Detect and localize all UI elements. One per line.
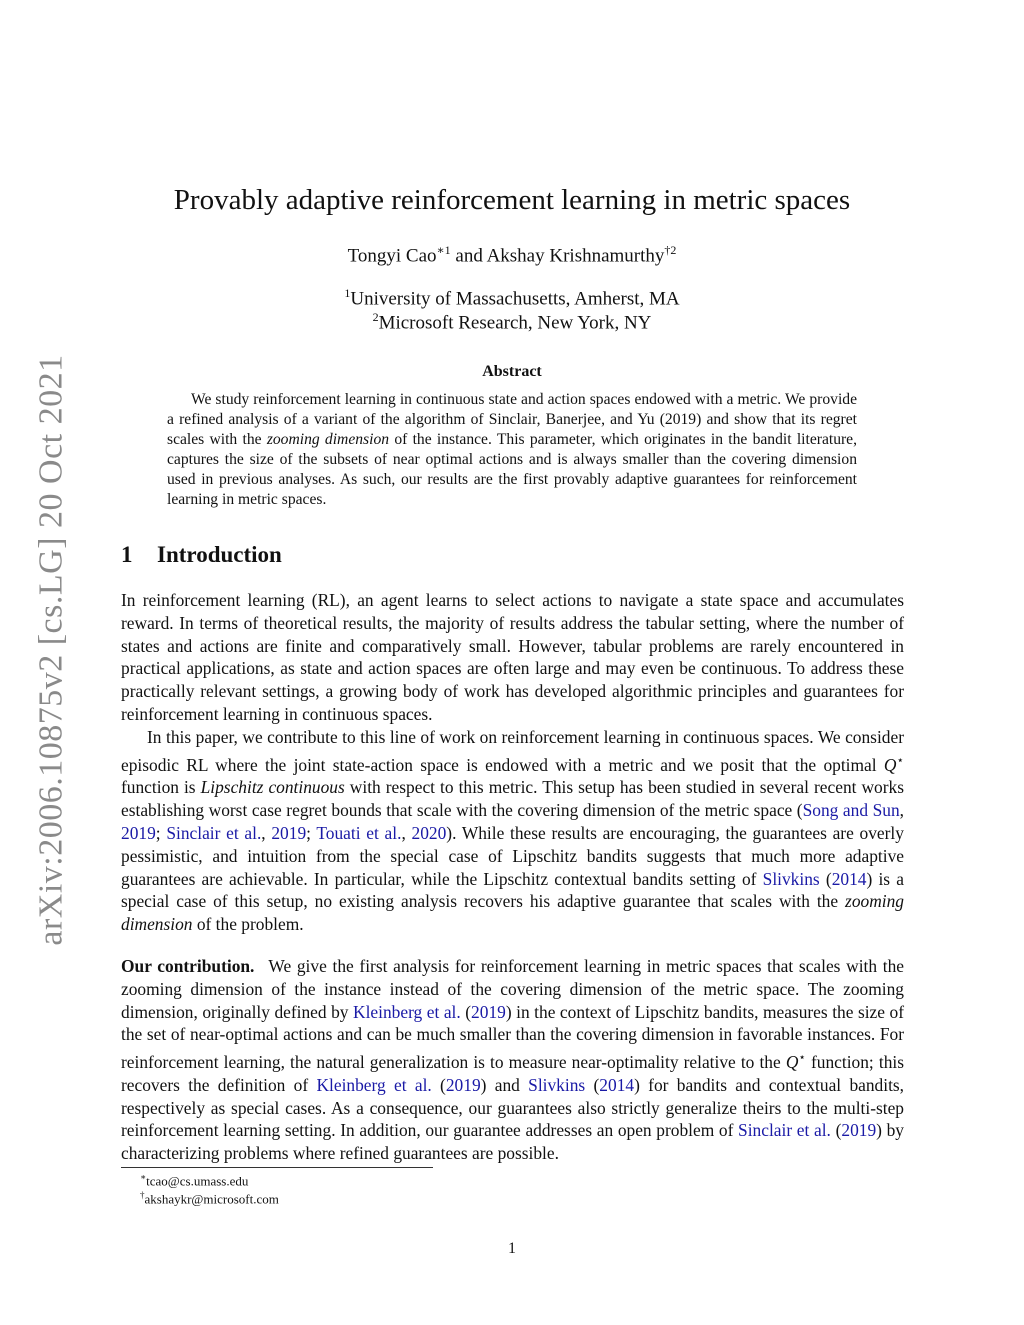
- p2-text: with respect to this metric. This setup has been studied in several recent works establishing worst case regret bounds that scale with the covering dimension of the metric space (: [121, 777, 905, 821]
- citation-year-link[interactable]: 2019: [841, 1120, 877, 1141]
- affiliation-2: [0, 310, 1024, 334]
- section-heading: [121, 542, 282, 568]
- footnote-2-mark: †: [140, 1190, 145, 1200]
- abstract-heading: Abstract: [482, 363, 542, 380]
- p2-text: (: [819, 868, 832, 889]
- p3-text: (: [431, 1074, 446, 1095]
- section-title: Introduction: [157, 542, 282, 567]
- arxiv-identifier: [22, 355, 82, 945]
- p2-text: function is: [121, 777, 201, 798]
- citation-year-link[interactable]: 2019: [471, 1001, 506, 1022]
- author-conjunction: and: [455, 245, 483, 267]
- citation-year-link[interactable]: 2020: [411, 822, 447, 843]
- p3-text: We give the first analysis for reinforcement learning in metric spaces that scales with the zooming dimension of the instance instead of the covering dimension of the metric space. The zooming dimension, originally defined by: [121, 956, 905, 1022]
- p3-text: ) in the context of Lipschitz bandits, measures the size of the set of near-optimal actions and can be much smaller than the covering dimension in favorable instances. For reinforcement learning, the natural generalization is to measure near-optimality relative to the: [121, 1001, 904, 1072]
- author-2-mark: †2: [664, 243, 677, 257]
- p3-text: function; this recovers the definition of: [121, 1051, 904, 1095]
- citation-link-song-sun[interactable]: Song and Sun: [802, 800, 900, 821]
- author-1-mark: ∗1: [436, 243, 451, 257]
- footnote-rule: [121, 1167, 433, 1168]
- p2-punct: ;: [155, 822, 167, 843]
- footnote-1-mark: ∗: [140, 1172, 147, 1182]
- section-number: 1: [121, 542, 133, 567]
- citation-link-touati[interactable]: Touati et al.: [316, 822, 402, 843]
- intro-paragraph-2: [121, 726, 904, 936]
- p2-text: of the problem.: [192, 914, 304, 935]
- affiliation-1-text: University of Massachusetts, Amherst, MA: [350, 288, 680, 310]
- p2-punct: ;: [306, 822, 317, 843]
- author-2: Akshay Krishnamurthy: [486, 245, 665, 267]
- p3-text: ) by characterizing problems where refined guarantees are possible.: [121, 1120, 904, 1164]
- citation-link-kleinberg[interactable]: Kleinberg et al.: [353, 1001, 461, 1022]
- footnote-2: [140, 1190, 279, 1207]
- p2-emphasis: zooming dimension: [121, 891, 904, 935]
- p3-text: (: [830, 1120, 842, 1141]
- citation-link-kleinberg[interactable]: Kleinberg et al.: [316, 1074, 432, 1095]
- affiliation-2-mark: 2: [372, 310, 379, 324]
- citation-year-link[interactable]: 2019: [121, 822, 156, 843]
- abstract-text-2: of the instance. This parameter, which originates in the bandit literature, captures the size of the subsets of near optimal actions and is always smaller than the covering dimension used in previous analyses. As such, our results are the first provably adaptive guarantees for reinforcement learning in metric spaces.: [167, 431, 858, 508]
- p2-punct: ,: [401, 822, 412, 843]
- citation-year-link[interactable]: 2014: [599, 1074, 635, 1095]
- p2-emphasis: Lipschitz continuous: [200, 777, 345, 798]
- abstract-body: [167, 390, 857, 510]
- affiliation-2-text: Microsoft Research, New York, NY: [378, 312, 652, 334]
- footnote-2-email: akshaykr@microsoft.com: [144, 1191, 279, 1207]
- contribution-paragraph: [121, 955, 904, 1165]
- abstract-text-1: We study reinforcement learning in continuous state and action spaces endowed with a metric. We provide a refined analysis of a variant of the algorithm of Sinclair, Banerjee, and Yu (2019) and show that its regret scales with the: [167, 391, 857, 448]
- q-star: ⋆: [896, 752, 904, 767]
- paper-title: Provably adaptive reinforcement learning in metric spaces: [173, 184, 851, 216]
- citation-link-slivkins[interactable]: Slivkins: [528, 1074, 586, 1095]
- footnote-1: [140, 1172, 248, 1189]
- q-star: ⋆: [798, 1050, 806, 1065]
- p3-text: ) and: [480, 1074, 529, 1095]
- citation-link-slivkins[interactable]: Slivkins: [762, 868, 820, 889]
- abstract-emphasis: zooming dimension: [266, 431, 390, 448]
- affiliation-1: [0, 286, 1024, 310]
- arxiv-id-text: arXiv:2006.10875v2 [cs.LG] 20 Oct 2021: [33, 354, 70, 946]
- p3-text: (: [460, 1001, 472, 1022]
- citation-link-sinclair[interactable]: Sinclair et al.: [738, 1120, 831, 1141]
- p2-text: ). While these results are encouraging, the guarantees are overly pessimistic, and intuition from the special case of Lipschitz bandits suggests that much more adaptive guarantees are achievable. In particular, while the Lipschitz contextual bandits setting of: [121, 822, 904, 889]
- p2-punct: ,: [899, 800, 905, 821]
- p3-text: (: [585, 1074, 600, 1095]
- page-number: 1: [508, 1240, 516, 1257]
- citation-link-sinclair[interactable]: Sinclair et al.: [166, 822, 262, 843]
- citation-year-link[interactable]: 2014: [831, 868, 867, 889]
- citation-year-link[interactable]: 2019: [271, 822, 307, 843]
- q-symbol: Q: [785, 1051, 799, 1072]
- p3-text: ) for bandits and contextual bandits, respectively as special cases. As a consequence, our guarantees also strictly generalize theirs to the multi-step reinforcement learning setting. In addition, our guarantee addresses an open problem of: [121, 1074, 905, 1141]
- p2-text: In this paper, we contribute to this line of work on reinforcement learning in continuous spaces. We consider episodic RL where the joint state-action space is endowed with a metric and we posit that the optimal: [121, 727, 904, 775]
- p2-text: ) is a special case of this setup, no existing analysis recovers his adaptive guarantee that scales with the: [121, 868, 904, 912]
- author-line: [0, 243, 1024, 267]
- footnote-1-email: tcao@cs.umass.edu: [146, 1173, 249, 1189]
- q-symbol: Q: [883, 754, 897, 775]
- author-1: Tongyi Cao: [347, 245, 437, 267]
- citation-year-link[interactable]: 2019: [445, 1074, 481, 1095]
- contribution-heading: Our contribution.: [121, 956, 255, 976]
- affiliation-1-mark: 1: [344, 286, 351, 300]
- intro-paragraph-1: In reinforcement learning (RL), an agent learns to select actions to navigate a state space and accumulates reward. In terms of theoretical results, the majority of results address the tabular setting, where the number of states and actions are finite and comparatively small. However, tabular problems are rarely encountered in practical applications, as state and action spaces are often large and may even be continuous. To address these practically relevant settings, a growing body of work has developed algorithmic principles and guarantees for reinforcement learning in continuous spaces.: [121, 590, 904, 724]
- p2-punct: ,: [261, 822, 272, 843]
